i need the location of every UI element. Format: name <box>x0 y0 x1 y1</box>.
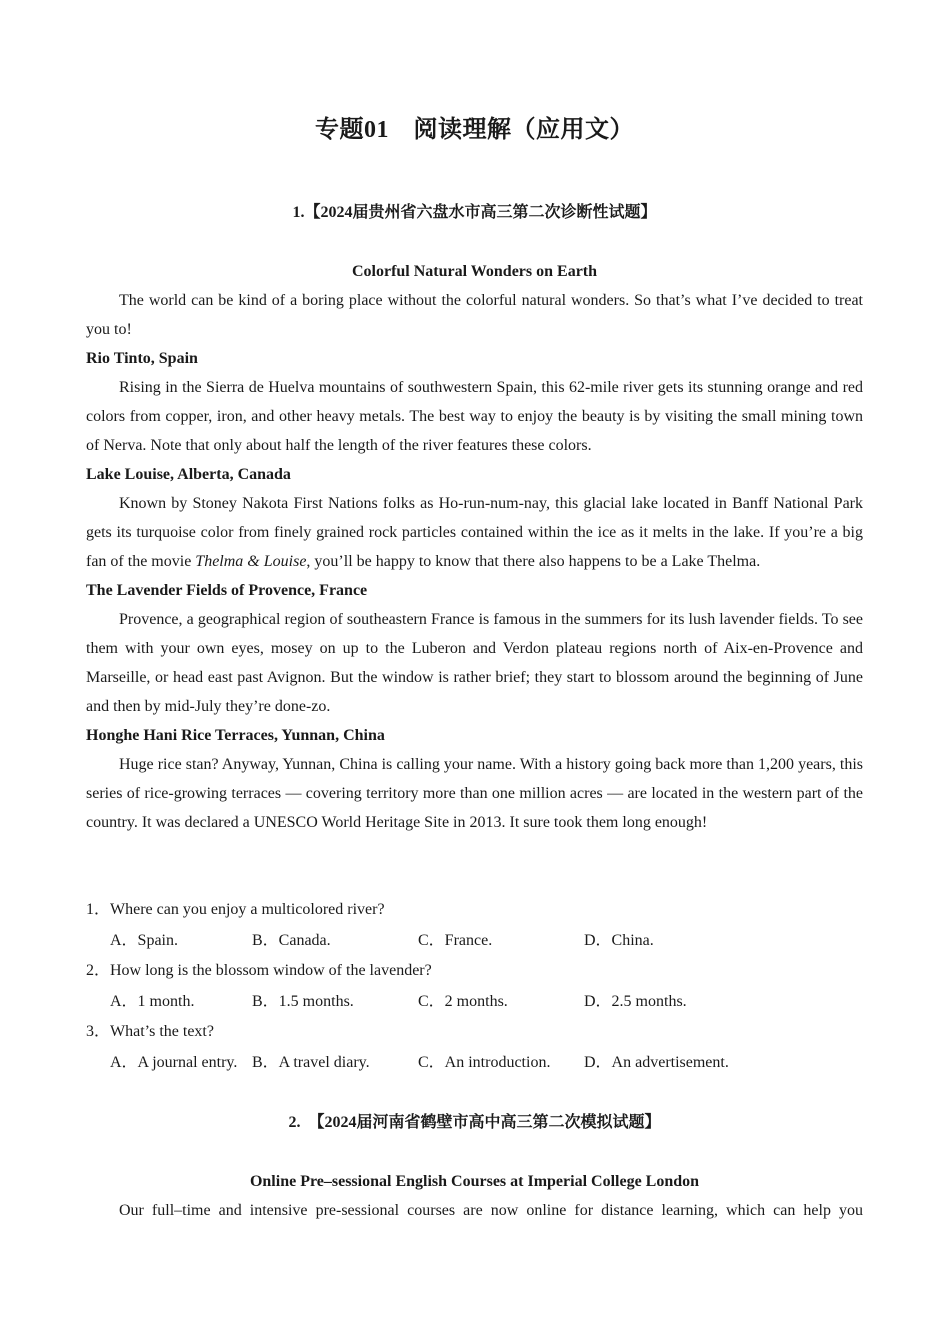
option-c: C．France. <box>418 931 493 949</box>
section-text: Huge rice stan? Anyway, Yunnan, China is calling your name. With a history going back more than 1,200 years, this series of rice-growing terraces — covering territory more than one million acres — are located in the western part of the country. It was declared a UNESCO World Heritage Site in 2013. It sure took them long enough! <box>86 756 863 831</box>
option-a: A．A journal entry. <box>110 1053 238 1071</box>
text-after-movie: , you’ll be happy to know that there also happens to be a Lake Thelma. <box>306 553 761 570</box>
document-title: 专题01 阅读理解（应用文） <box>315 117 634 143</box>
section-heading: Rio Tinto, Spain <box>86 350 198 367</box>
question-stem: 3．What’s the text? <box>86 1023 214 1040</box>
option-d: D．An advertisement. <box>584 1053 729 1071</box>
passage1-title: Colorful Natural Wonders on Earth <box>351 263 598 280</box>
question-options <box>86 1048 863 1079</box>
passage2-intro: Our full–time and intensive pre-sessional courses are now online for distance learning, which can help you <box>119 1202 863 1219</box>
option-c: C．An introduction. <box>418 1053 551 1071</box>
passage1-intro: The world can be kind of a boring place without the colorful natural wonders. So that’s what I’ve decided to treat you to! <box>86 292 863 338</box>
question-options <box>86 987 863 1018</box>
passage1-questions <box>86 895 863 1078</box>
passage1-source: 1.【2024届贵州省六盘水市高三第二次诊断性试题】 <box>292 204 657 221</box>
question-stem: 1．Where can you enjoy a multicolored river? <box>86 901 385 918</box>
section-heading: The Lavender Fields of Provence, France <box>86 582 368 599</box>
option-d: D．2.5 months. <box>584 992 687 1010</box>
option-a: A．1 month. <box>110 992 195 1010</box>
movie-title: Thelma & Louise <box>195 553 307 570</box>
option-b: B．A travel diary. <box>252 1053 370 1071</box>
option-b: B．Canada. <box>252 931 331 949</box>
passage1-body <box>86 286 863 837</box>
question-stem: 2．How long is the blossom window of the lavender? <box>86 962 432 979</box>
section-text: Rising in the Sierra de Huelva mountains of southwestern Spain, this 62-mile river gets its stunning orange and red colors from copper, iron, and other heavy metals. The best way to enjoy the beauty is by visiting the small mining town of Nerva. Note that only about half the length of the river features these colors. <box>86 379 863 454</box>
option-b: B．1.5 months. <box>252 992 354 1010</box>
section-heading: Lake Louise, Alberta, Canada <box>86 466 291 483</box>
option-d: D．China. <box>584 931 654 949</box>
passage2-title: Online Pre–sessional English Courses at Imperial College London <box>249 1173 700 1190</box>
option-c: C．2 months. <box>418 992 508 1010</box>
passage2-source: 2. 【2024届河南省鹤壁市高中高三第二次模拟试题】 <box>288 1114 661 1131</box>
question-options <box>86 926 863 957</box>
option-a: A．Spain. <box>110 931 179 949</box>
section-heading: Honghe Hani Rice Terraces, Yunnan, China <box>86 727 385 744</box>
section-text <box>86 489 863 576</box>
section-text: Provence, a geographical region of southeastern France is famous in the summers for its lush lavender fields. To see them with your own eyes, mosey on up to the Luberon and Verdon plateau regions north of Aix-en-Provence and Marseille, or head east past Avignon. But the window is rather brief; they start to blossom around the beginning of June and then by mid-July they’re done-zo. <box>86 611 863 715</box>
text-before-movie: Known by Stoney Nakota First Nations folks as Ho-run-num-nay, this glacial lake located in Banff National Park gets its turquoise color from finely grained rock particles contained within the ice as it melts in the lake. If you’re a big fan of the movie <box>86 495 863 570</box>
